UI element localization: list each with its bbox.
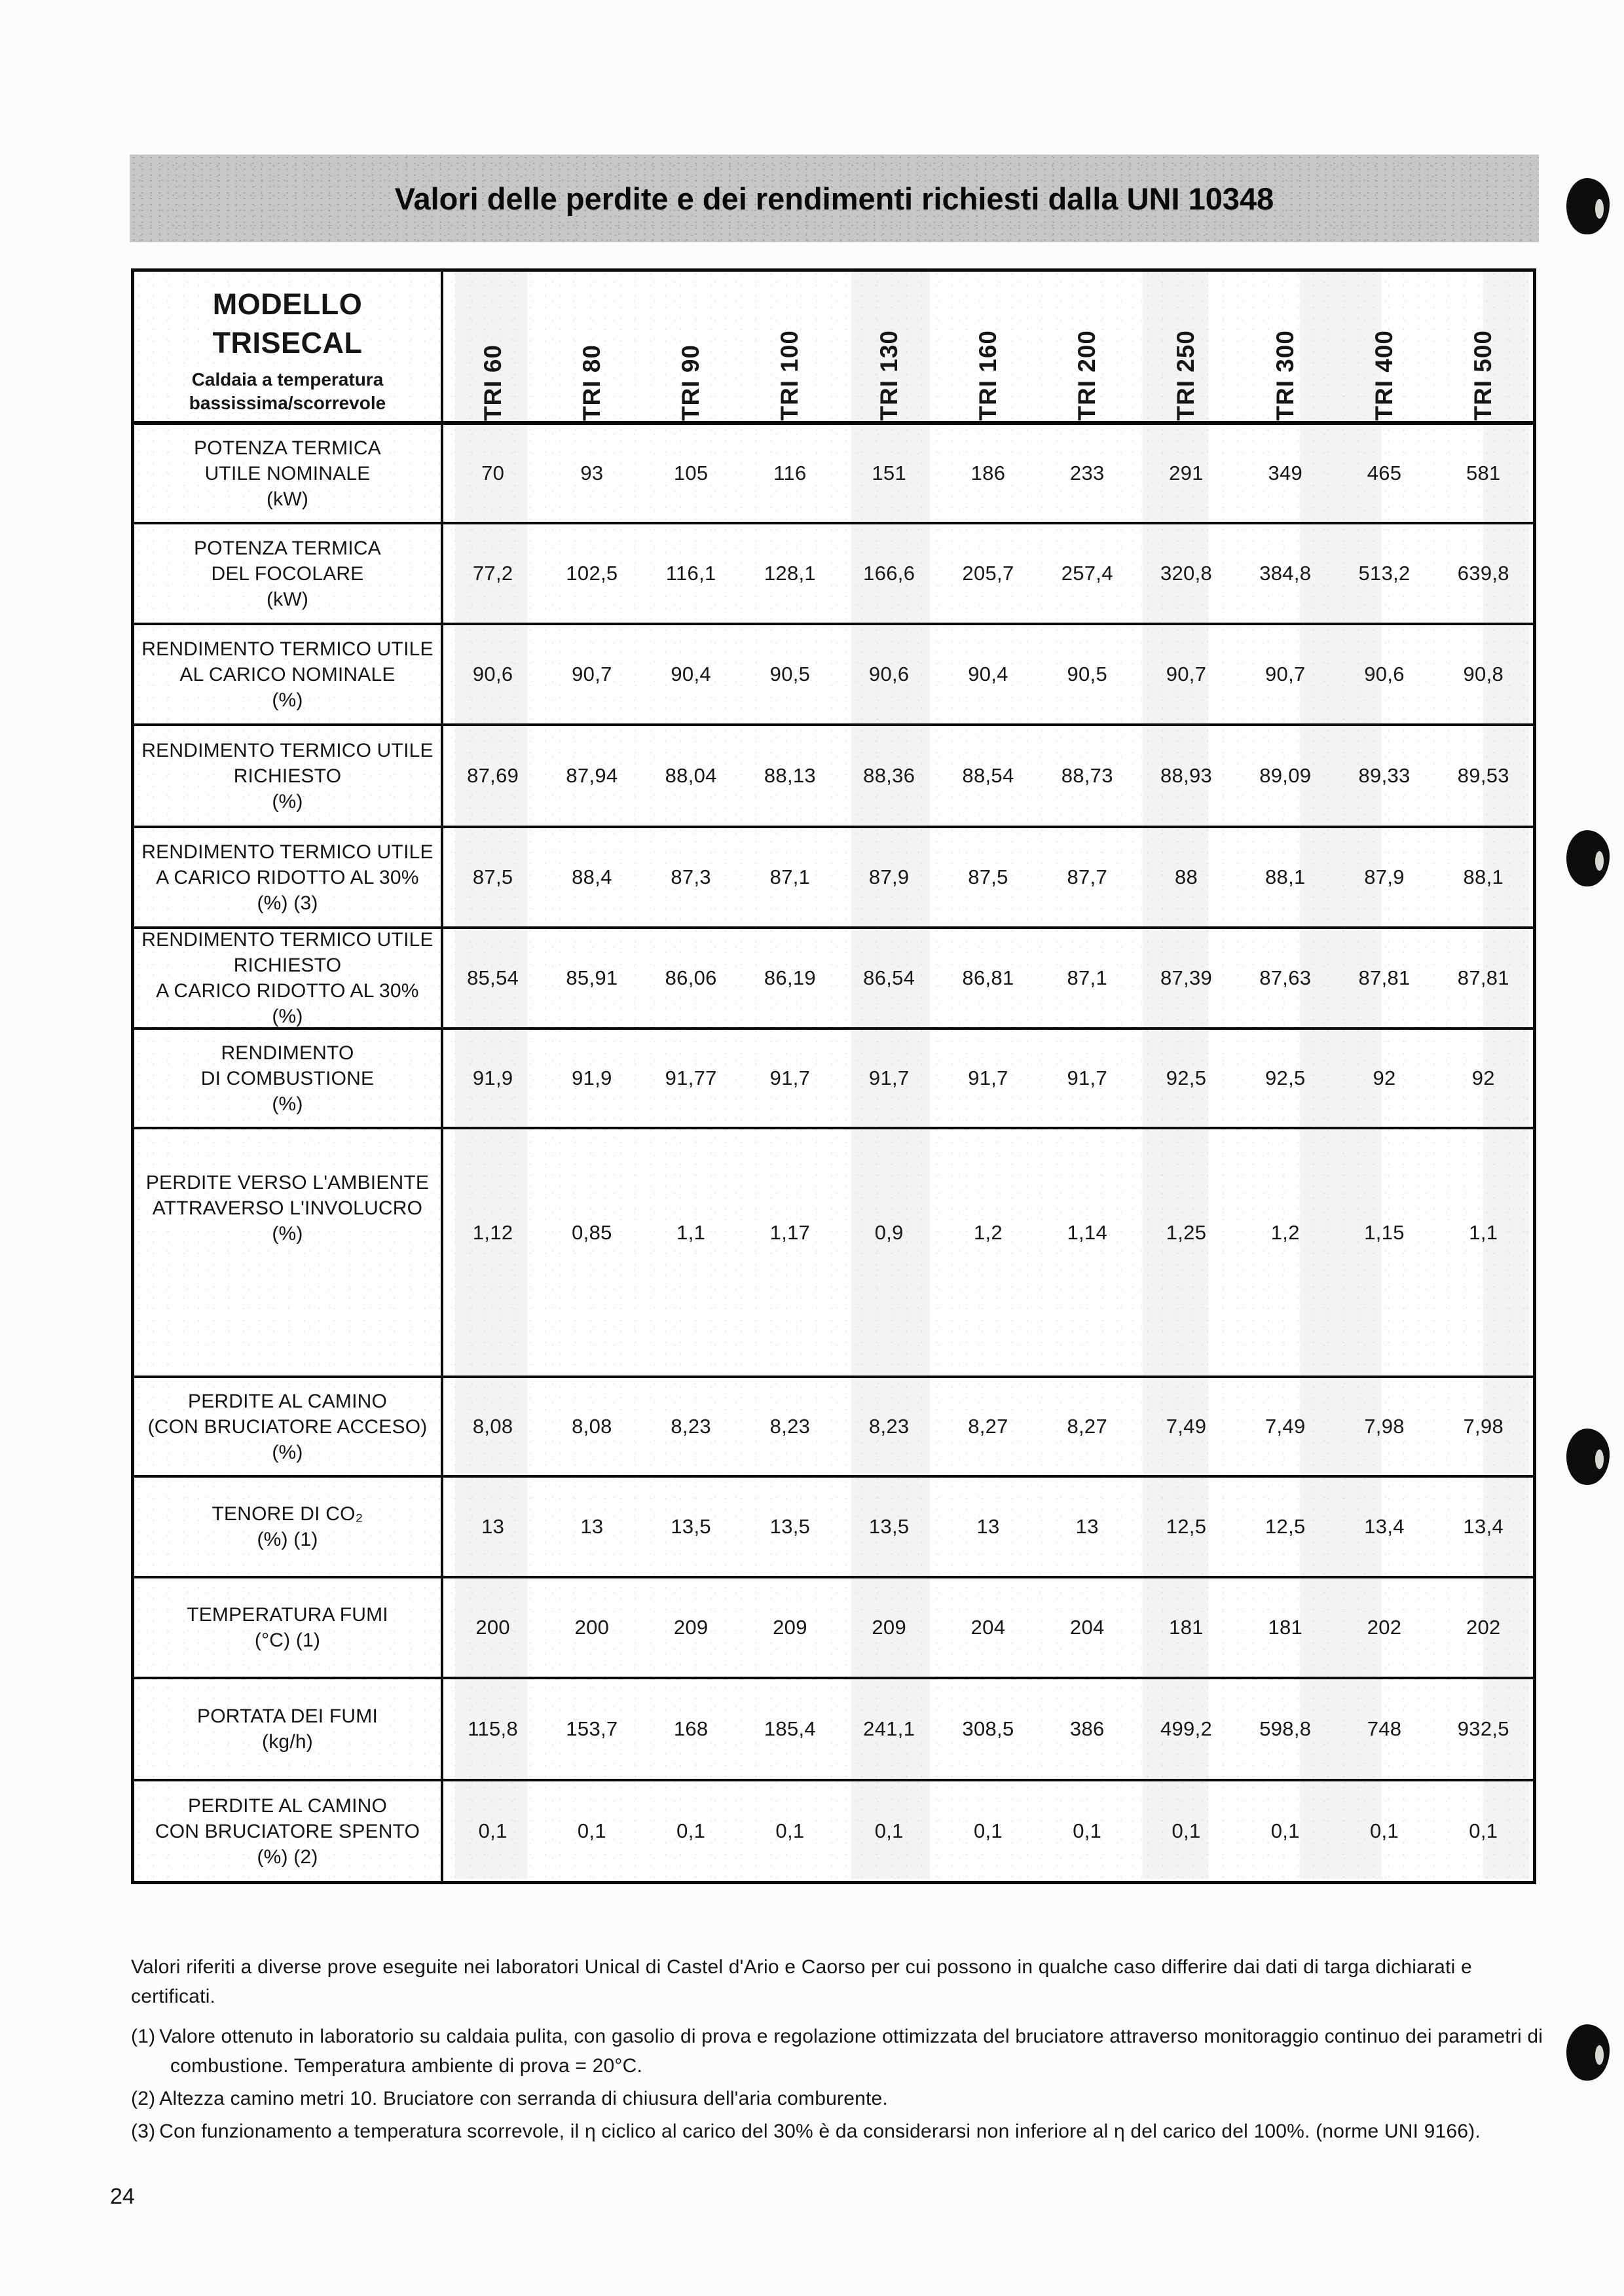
footnote-marker: (2): [131, 2088, 156, 2109]
value-cell: 384,8: [1259, 562, 1312, 585]
column-header-label: TRI 300: [1271, 330, 1299, 421]
column-header-tri-100: [741, 272, 840, 421]
value-cell: 85,91: [566, 966, 618, 989]
value-cell: 204: [970, 1616, 1006, 1639]
value-cell: 13,4: [1364, 1515, 1405, 1538]
footnote-intro: Valori riferiti a diverse prove eseguite nei laboratori Unical di Castel d'Ario e Caorso per cui possono in qualche caso differire dai dati di targa dichiarati e certificati.: [131, 1956, 1472, 2007]
value-cell: 8,27: [968, 1415, 1008, 1438]
value-cell: 90,4: [671, 663, 711, 685]
row-label: [134, 524, 443, 623]
value-cell: 90,5: [1067, 663, 1107, 685]
value-cell: 0,1: [874, 1819, 904, 1842]
row-label-line: PERDITE AL CAMINO: [187, 1795, 387, 1817]
value-cell: 92,5: [1264, 1066, 1306, 1089]
row-label-line: (%) (2): [257, 1846, 318, 1868]
value-cell: 0,1: [1073, 1819, 1102, 1842]
column-header-tri-130: [840, 272, 938, 421]
value-cell: 0,1: [478, 1819, 507, 1842]
model-subtitle-line: Caldaia a temperatura: [191, 369, 384, 390]
table-row: [134, 826, 1533, 926]
value-cell: 202: [1466, 1616, 1501, 1639]
value-cell: 92: [1471, 1066, 1495, 1089]
value-cell: 88,73: [1061, 764, 1113, 787]
row-label-line: DI COMBUSTIONE: [200, 1067, 375, 1089]
value-cell: 115,8: [468, 1717, 519, 1740]
value-cell: 748: [1367, 1717, 1402, 1740]
value-cell: 639,8: [1457, 562, 1509, 585]
row-label-line: ATTRAVERSO L'INVOLUCRO: [152, 1197, 423, 1219]
row-label-line: TENORE DI CO₂: [212, 1503, 363, 1525]
footnote-marker: (1): [131, 2026, 156, 2047]
row-label-line: DEL FOCOLARE: [211, 562, 364, 585]
value-cell: 581: [1466, 462, 1501, 484]
column-header-label: TRI 250: [1172, 330, 1200, 421]
value-cell: 91,9: [572, 1066, 612, 1089]
column-header-tri-400: [1335, 272, 1433, 421]
value-cell: 205,7: [962, 562, 1014, 585]
value-cell: 87,7: [1067, 866, 1107, 888]
row-label-line: (%): [272, 790, 303, 812]
value-cell: 465: [1367, 462, 1402, 484]
value-cell: 70: [481, 462, 505, 484]
table-row: [134, 1677, 1533, 1779]
data-table: [131, 268, 1536, 1884]
value-cell: 8,27: [1067, 1415, 1107, 1438]
row-label-line: POTENZA TERMICA: [194, 537, 381, 559]
value-cell: 13,5: [769, 1515, 811, 1538]
value-cell: 13: [481, 1515, 505, 1538]
value-cell: 153,7: [566, 1717, 618, 1740]
row-label-line: (°C) (1): [254, 1630, 321, 1651]
value-cell: 87,9: [1364, 866, 1405, 888]
value-cell: 513,2: [1358, 562, 1411, 585]
row-label-line: (%): [272, 1222, 303, 1245]
value-cell: 85,54: [467, 966, 519, 989]
scan-blob: [1566, 178, 1610, 234]
column-header-label: TRI 400: [1371, 330, 1398, 421]
value-cell: 1,2: [1270, 1221, 1300, 1244]
value-cell: 13,4: [1463, 1515, 1504, 1538]
row-label-line: RICHIESTO: [233, 765, 342, 787]
value-cell: 92: [1373, 1066, 1396, 1089]
value-cell: 13: [1075, 1515, 1099, 1538]
value-cell: 87,9: [868, 866, 910, 888]
scan-blob: [1566, 830, 1610, 886]
value-cell: 204: [1069, 1616, 1105, 1639]
value-cell: 116: [773, 462, 807, 484]
value-cell: 77,2: [472, 562, 513, 585]
value-cell: 12,5: [1166, 1515, 1207, 1538]
value-cell: 87,5: [968, 866, 1008, 888]
row-label-line: PORTATA DEI FUMI: [197, 1705, 378, 1727]
scan-blob: [1566, 1429, 1610, 1485]
value-cell: 116,1: [665, 562, 716, 585]
page-title: Valori delle perdite e dei rendimenti richiesti dalla UNI 10348: [394, 181, 1274, 216]
value-cell: 89,53: [1457, 764, 1509, 787]
value-cell: 92,5: [1166, 1066, 1207, 1089]
row-label-line: RENDIMENTO TERMICO UTILE: [141, 841, 434, 863]
column-header-tri-60: [443, 272, 542, 421]
row-label-line: (%): [272, 689, 303, 711]
value-cell: 86,81: [962, 966, 1014, 989]
value-cell: 181: [1169, 1616, 1204, 1639]
row-label-line: (%): [272, 1441, 303, 1463]
row-label: [134, 929, 443, 1027]
model-title-line: MODELLO: [212, 287, 363, 321]
value-cell: 7,98: [1364, 1415, 1405, 1438]
title-band: [130, 155, 1539, 242]
row-label: [134, 1578, 443, 1677]
table-row: [134, 1475, 1533, 1576]
value-cell: 166,6: [863, 562, 915, 585]
model-header-cell: [134, 272, 443, 421]
column-header-label: TRI 80: [578, 344, 605, 421]
table-row: [134, 623, 1533, 723]
table-header-row: [134, 272, 1533, 421]
value-cell: 7,49: [1166, 1415, 1207, 1438]
value-cell: 0,1: [1370, 1819, 1399, 1842]
value-cell: 0,1: [676, 1819, 706, 1842]
column-header-label: TRI 160: [974, 330, 1001, 421]
value-cell: 233: [1069, 462, 1105, 484]
row-label: [134, 1478, 443, 1576]
value-cell: 87,63: [1259, 966, 1312, 989]
value-cell: 88,36: [863, 764, 915, 787]
value-cell: 0,1: [1270, 1819, 1300, 1842]
footnote-text: Valore ottenuto in laboratorio su caldaia pulita, con gasolio di prova e regolazione ottimizzata del bruciatore attraverso monitoraggio continuo dei parametri di combustione. Temperatura ambiente di prova = 20°C.: [159, 2026, 1543, 2077]
value-cell: 0,9: [874, 1221, 904, 1244]
table-row: [134, 522, 1533, 623]
row-label-line: (%) (3): [257, 892, 318, 914]
row-label-line: PERDITE VERSO L'AMBIENTE: [145, 1171, 430, 1194]
table-row: [134, 926, 1533, 1027]
row-label: [134, 828, 443, 926]
table-body: [134, 421, 1533, 1881]
column-header-tri-200: [1038, 272, 1137, 421]
value-cell: 90,4: [968, 663, 1008, 685]
value-cell: 88,04: [665, 764, 717, 787]
value-cell: 13,5: [868, 1515, 910, 1538]
row-label: [134, 1679, 443, 1779]
value-cell: 185,4: [764, 1717, 816, 1740]
row-label-line: (%): [272, 1093, 303, 1115]
row-label-line: RENDIMENTO TERMICO UTILE: [141, 739, 434, 761]
row-label-line: RENDIMENTO: [221, 1042, 354, 1064]
value-cell: 209: [872, 1616, 906, 1639]
value-cell: 87,81: [1457, 966, 1509, 989]
footnote-marker: (3): [131, 2121, 156, 2142]
value-cell: 209: [773, 1616, 807, 1639]
row-label-line: POTENZA TERMICA: [194, 437, 381, 459]
value-cell: 13,5: [671, 1515, 711, 1538]
value-cell: 1,17: [769, 1221, 811, 1244]
value-cell: 90,7: [1166, 663, 1207, 685]
value-cell: 87,81: [1358, 966, 1411, 989]
column-header-label: TRI 100: [776, 330, 803, 421]
value-cell: 320,8: [1160, 562, 1213, 585]
value-cell: 91,9: [472, 1066, 513, 1089]
value-cell: 90,5: [769, 663, 811, 685]
value-cell: 86,54: [863, 966, 915, 989]
value-cell: 932,5: [1457, 1717, 1509, 1740]
value-cell: 0,1: [973, 1819, 1003, 1842]
value-cell: 257,4: [1061, 562, 1113, 585]
column-header-label: TRI 90: [677, 344, 705, 421]
value-cell: 168: [673, 1717, 709, 1740]
page-number: 24: [110, 2184, 135, 2209]
value-cell: 0,85: [572, 1221, 612, 1244]
column-header-tri-160: [938, 272, 1037, 421]
scan-blob: [1566, 2024, 1610, 2081]
value-cell: 7,49: [1264, 1415, 1306, 1438]
value-cell: 87,69: [467, 764, 519, 787]
table-row: [134, 723, 1533, 826]
value-cell: 200: [475, 1616, 510, 1639]
value-cell: 87,1: [769, 866, 811, 888]
row-label-line: CON BRUCIATORE SPENTO: [155, 1820, 420, 1842]
row-label-line: A CARICO RIDOTTO AL 30%: [156, 866, 419, 888]
row-label-line: RENDIMENTO TERMICO UTILE: [141, 638, 434, 660]
value-cell: 87,5: [472, 866, 513, 888]
value-cell: 90,7: [572, 663, 612, 685]
value-cell: 88,54: [962, 764, 1014, 787]
row-label-line: TEMPERATURA FUMI: [187, 1604, 388, 1626]
footnote-3: [131, 2117, 1559, 2146]
value-cell: 0,1: [1172, 1819, 1201, 1842]
value-cell: 90,6: [1364, 663, 1405, 685]
value-cell: 91,7: [1067, 1066, 1107, 1089]
value-cell: 128,1: [764, 562, 816, 585]
value-cell: 91,7: [868, 1066, 910, 1089]
row-label: [134, 726, 443, 826]
value-cell: 86,06: [665, 966, 717, 989]
value-cell: 102,5: [566, 562, 618, 585]
value-cell: 13: [580, 1515, 604, 1538]
column-header-tri-90: [642, 272, 741, 421]
value-cell: 91,7: [769, 1066, 811, 1089]
row-label-line: AL CARICO NOMINALE: [179, 663, 396, 685]
table-row: [134, 1576, 1533, 1677]
value-cell: 0,1: [1469, 1819, 1498, 1842]
column-header-label: TRI 130: [875, 330, 902, 421]
value-cell: 88,13: [764, 764, 816, 787]
row-label: [134, 1030, 443, 1127]
footnote-text: Con funzionamento a temperatura scorrevole, il η ciclico al carico del 30% è da considerarsi non inferiore al η del carico del 100%. (norme UNI 9166).: [159, 2121, 1481, 2142]
table-row: [134, 1779, 1533, 1881]
value-cell: 87,1: [1067, 966, 1107, 989]
value-cell: 89,33: [1358, 764, 1411, 787]
footnote-list: [131, 2022, 1559, 2149]
value-cell: 87,3: [671, 866, 711, 888]
value-cell: 86,19: [764, 966, 816, 989]
value-cell: 88: [1174, 866, 1198, 888]
value-cell: 241,1: [863, 1717, 915, 1740]
row-label-line: (kW): [266, 488, 309, 510]
value-cell: 1,15: [1364, 1221, 1405, 1244]
row-label: [134, 425, 443, 522]
value-cell: 89,09: [1259, 764, 1312, 787]
value-cell: 87,94: [566, 764, 618, 787]
row-label-line: (%) (1): [257, 1529, 318, 1550]
table-row: [134, 1376, 1533, 1475]
value-cell: 8,23: [868, 1415, 910, 1438]
table-row: [134, 421, 1533, 522]
value-cell: 1,2: [973, 1221, 1003, 1244]
value-cell: 598,8: [1259, 1717, 1312, 1740]
value-cell: 105: [673, 462, 709, 484]
column-header-tri-80: [542, 272, 641, 421]
row-label-line: UTILE NOMINALE: [204, 462, 371, 484]
value-cell: 90,6: [472, 663, 513, 685]
row-label-line: RENDIMENTO TERMICO UTILE: [141, 929, 434, 951]
footnote-1: [131, 2022, 1559, 2081]
value-cell: 88,93: [1160, 764, 1213, 787]
value-cell: 8,23: [769, 1415, 811, 1438]
value-cell: 8,23: [671, 1415, 711, 1438]
value-cell: 202: [1367, 1616, 1402, 1639]
model-title-line: TRISECAL: [212, 326, 363, 360]
value-cell: 88,4: [572, 866, 612, 888]
value-cell: 91,7: [968, 1066, 1008, 1089]
value-cell: 1,14: [1067, 1221, 1107, 1244]
row-label-line: (%): [272, 1006, 303, 1027]
value-cell: 200: [574, 1616, 610, 1639]
value-cell: 181: [1268, 1616, 1303, 1639]
value-cell: 0,1: [775, 1819, 805, 1842]
value-cell: 8,08: [472, 1415, 513, 1438]
column-header-label: TRI 60: [479, 344, 506, 421]
value-cell: 7,98: [1463, 1415, 1504, 1438]
row-label: [134, 1378, 443, 1475]
column-header-tri-500: [1434, 272, 1533, 421]
model-subtitle-line: bassissima/scorrevole: [189, 392, 386, 413]
row-label: [134, 625, 443, 723]
value-cell: 88,1: [1264, 866, 1306, 888]
value-cell: 186: [970, 462, 1006, 484]
value-cell: 499,2: [1160, 1717, 1213, 1740]
row-label-line: RICHIESTO: [233, 955, 342, 976]
value-cell: 386: [1069, 1717, 1105, 1740]
row-label-line: (kg/h): [262, 1731, 313, 1753]
value-cell: 0,1: [577, 1819, 606, 1842]
row-label: [134, 1129, 443, 1376]
value-cell: 151: [872, 462, 906, 484]
column-header-tri-250: [1137, 272, 1236, 421]
value-cell: 90,7: [1264, 663, 1306, 685]
value-cell: 349: [1268, 462, 1303, 484]
value-cell: 13: [976, 1515, 1000, 1538]
value-cell: 93: [580, 462, 604, 484]
value-cell: 1,1: [676, 1221, 706, 1244]
value-cell: 90,8: [1463, 663, 1504, 685]
row-label-line: (kW): [266, 588, 309, 610]
value-cell: 12,5: [1264, 1515, 1306, 1538]
table-row: [134, 1027, 1533, 1127]
value-cell: 91,77: [665, 1066, 717, 1089]
value-cell: 1,12: [472, 1221, 513, 1244]
table-row: [134, 1127, 1533, 1376]
value-cell: 209: [673, 1616, 709, 1639]
value-cell: 291: [1169, 462, 1204, 484]
column-header-tri-300: [1236, 272, 1335, 421]
row-label: [134, 1781, 443, 1881]
footnote-2: [131, 2084, 1559, 2113]
value-cell: 1,25: [1166, 1221, 1207, 1244]
column-header-label: TRI 500: [1469, 330, 1497, 421]
column-header-label: TRI 200: [1073, 330, 1101, 421]
value-cell: 308,5: [962, 1717, 1014, 1740]
value-cell: 8,08: [572, 1415, 612, 1438]
row-label-line: A CARICO RIDOTTO AL 30%: [156, 980, 419, 1002]
footnote-text: Altezza camino metri 10. Bruciatore con serranda di chiusura dell'aria comburente.: [159, 2088, 888, 2109]
row-label-line: (CON BRUCIATORE ACCESO): [147, 1415, 428, 1438]
value-cell: 88,1: [1463, 866, 1504, 888]
row-label-line: PERDITE AL CAMINO: [187, 1390, 387, 1412]
value-cell: 1,1: [1469, 1221, 1498, 1244]
value-cell: 90,6: [868, 663, 910, 685]
value-cell: 87,39: [1160, 966, 1213, 989]
